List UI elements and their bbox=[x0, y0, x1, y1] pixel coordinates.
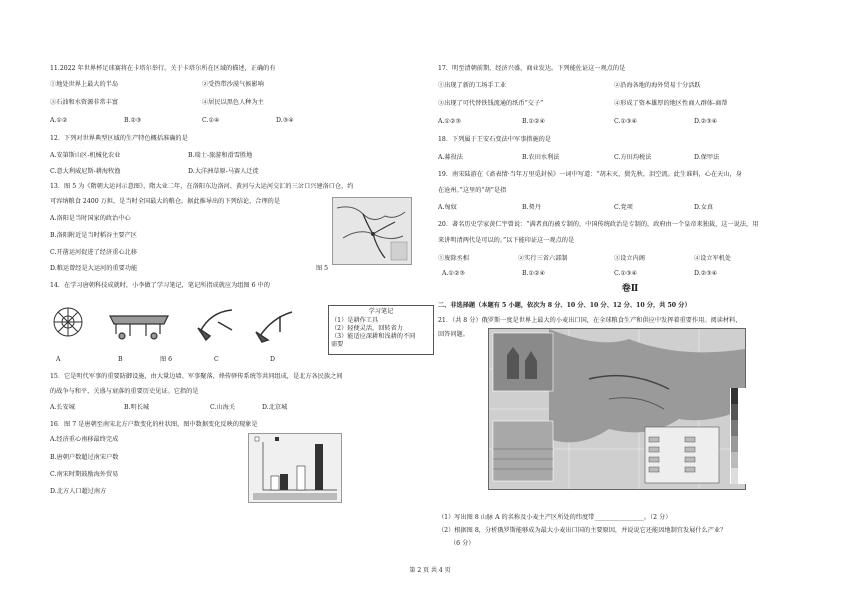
q13-option-d[interactable]: D.粮运曾经是大运河的重要功能 bbox=[50, 265, 138, 272]
q12-stem: 12．下列对世界典型区域的生产特色概括准确的是 bbox=[50, 135, 188, 142]
figure-8-russia-map bbox=[488, 328, 746, 490]
q11-option-d[interactable]: D.③④ bbox=[276, 117, 294, 124]
study-notes-item-2: （2）轻便灵活，回转省力 bbox=[331, 325, 403, 332]
page-footer: 第 2 页 共 4 页 bbox=[409, 567, 451, 574]
q14-option-d[interactable]: D bbox=[270, 356, 275, 363]
q17-statement-4: ④形成了资本雄厚的地区性商人群体-商帮 bbox=[614, 100, 728, 107]
q13-line-1: 13．图 5 为《隋朝大运河示意图》，隋大业二年，在洛阳东边洛河、黄河与大运河交汇的三岔口兴建洛口仓，约 bbox=[50, 183, 354, 190]
q14-stem: 14．在学习唐朝科技成就时，小李做了学习笔记，笔记所指成就应为组图 6 中的 bbox=[50, 282, 270, 289]
q16-option-b[interactable]: B.唐朝户数超过南宋户数 bbox=[50, 454, 119, 461]
q20-line-2: 来讲明清两代是可以的。”以下能印证这一观点的是 bbox=[438, 237, 575, 244]
q12-option-d[interactable]: D.大洋洲草原-马赛人迁徙 bbox=[188, 168, 259, 175]
q18-option-c[interactable]: C.方田均税法 bbox=[614, 154, 652, 161]
q11-statement-3: ③石油和水资源非常丰富 bbox=[50, 99, 119, 106]
q21-line-2: 回答问题。 bbox=[438, 331, 469, 338]
q20-statement-2: ②实行三省六部制 bbox=[518, 255, 568, 262]
q19-option-a[interactable]: A.匈奴 bbox=[438, 204, 457, 211]
q12-option-c[interactable]: C.意大利威尼斯-耕海牧渔 bbox=[50, 168, 121, 175]
q19-line-2: 在沧州。”这里的“胡”是指 bbox=[438, 187, 507, 194]
q18-option-a[interactable]: A.募役法 bbox=[438, 154, 463, 161]
q13-option-a[interactable]: A.洛阳是当时国家的政治中心 bbox=[50, 215, 131, 222]
q17-statement-3: ③出现了可代替铁钱流通的纸币“交子” bbox=[438, 100, 544, 107]
q11-statement-1: ①地处世界上最大的半岛 bbox=[50, 81, 119, 88]
q21-sub-2-score: （6 分） bbox=[450, 540, 475, 547]
q12-option-b[interactable]: B.瑞士-旅游和滑雪胜地 bbox=[188, 152, 253, 159]
q11-stem: 11.2022 年世界杯足球赛将在卡塔尔举行。关于卡塔尔所在区域的描述，正确的有 bbox=[50, 65, 276, 72]
q13-line-2: 可容纳粮食 2400 万担，是当时全国最大的粮仓。据此推导出的下列结论，合理的是 bbox=[50, 198, 281, 205]
part-2-heading: 二、非选择题（本题有 5 小题，依次为 8 分、10 分、10 分、12 分、10 分，共 50 分） bbox=[438, 302, 691, 309]
q14-option-b[interactable]: B bbox=[118, 356, 123, 363]
q15-option-b[interactable]: B.明长城 bbox=[124, 404, 150, 411]
q20-option-a[interactable]: A.①②③ bbox=[442, 270, 466, 277]
q20-statement-3: ③设立内阁 bbox=[614, 255, 645, 262]
q19-line-1: 19．南宋陆游在《斋表情·当年万里觅封侯》一词中写道：“胡未灭，鬓先秋，泪空流。此生谁料，心在天山，身 bbox=[438, 171, 742, 178]
q17-option-a[interactable]: A.①②③ bbox=[438, 118, 462, 125]
q19-option-b[interactable]: B.契丹 bbox=[522, 204, 541, 211]
figure-6-tools bbox=[50, 302, 295, 344]
q12-option-a[interactable]: A.安第斯山区-机械化农业 bbox=[50, 152, 121, 159]
q16-option-c[interactable]: C.南宋时期鼓励海外贸易 bbox=[50, 471, 119, 478]
q17-option-c[interactable]: C.①③④ bbox=[614, 118, 638, 125]
q15-option-a[interactable]: A.长安城 bbox=[50, 404, 75, 411]
q19-option-d[interactable]: D.女真 bbox=[694, 204, 714, 211]
q20-option-b[interactable]: B.①②④ bbox=[522, 270, 546, 277]
q11-statement-2: ②受热带沙漠气候影响 bbox=[202, 81, 264, 88]
volume-ii-heading: 卷Ⅱ bbox=[621, 284, 639, 294]
q21-sub-1: （1）写出图 8 山脉 A 的名称及小麦主产区所处的纬度带________________。（2 分） bbox=[438, 514, 672, 521]
q20-option-d[interactable]: D.②③④ bbox=[694, 270, 718, 277]
q11-option-a[interactable]: A.①② bbox=[50, 117, 68, 124]
q13-option-b[interactable]: B.洛阳附近是当时稻谷主要产区 bbox=[50, 232, 137, 239]
q17-option-b[interactable]: B.①②④ bbox=[522, 118, 546, 125]
q18-option-b[interactable]: B.农田水利法 bbox=[522, 154, 560, 161]
q20-statement-1: ①废除丞相 bbox=[438, 255, 469, 262]
study-notes-title: 学习笔记 bbox=[368, 308, 394, 315]
study-notes-item-1: （1）是耕作工具 bbox=[331, 317, 379, 324]
figure-7-household-chart bbox=[248, 433, 342, 503]
q11-statement-4: ④居民以黑色人种为主 bbox=[202, 99, 264, 106]
q19-option-c[interactable]: C.党项 bbox=[614, 204, 633, 211]
q15-line-2: 的战争与和平、关盛与衰落的重要历史见证。它指的是 bbox=[50, 388, 199, 395]
q16-option-a[interactable]: A.经济重心南移最终完成 bbox=[50, 436, 119, 443]
q20-option-c[interactable]: C.①③④ bbox=[614, 270, 638, 277]
q17-option-d[interactable]: D.②③④ bbox=[694, 118, 718, 125]
q14-option-a[interactable]: A bbox=[56, 356, 61, 363]
q17-statement-1: ①出现了新的工场手工业 bbox=[438, 82, 507, 89]
q20-statement-4: ④设立军机处 bbox=[694, 255, 732, 262]
q16-option-d[interactable]: D.北方人口超过南方 bbox=[50, 488, 107, 495]
q15-option-d[interactable]: D.北京城 bbox=[262, 404, 288, 411]
q17-stem: 17．明至清朝前期，经济兴盛，商业发达。下列能佐证这一观点的是 bbox=[438, 65, 626, 72]
q13-option-c[interactable]: C.开凿运河促进了经济重心北移 bbox=[50, 249, 137, 256]
grand-canal-map-figure bbox=[332, 197, 412, 265]
q20-line-1: 20．著名历史学家黄仁宇曾说：“满者真的被专制的，中国传统政治是专制的，政府由一个皇帝来独裁，这一说法，用 bbox=[438, 221, 759, 228]
q11-option-c[interactable]: C.①④ bbox=[202, 117, 220, 124]
q21-sub-2: （2）根据图 8，分析俄罗斯能够成为最大小麦出口国的主要原因，并说说它还能因地制宜发展什么产业？ bbox=[438, 527, 727, 534]
q11-option-b[interactable]: B.②③ bbox=[124, 117, 142, 124]
figure-8-elevation-scale bbox=[730, 388, 752, 484]
q16-stem: 16．图 7 是唐朝至南宋北方户数变化的柱状图，图中数据变化反映的现象是 bbox=[50, 421, 258, 428]
q15-line-1: 15．它是明代军事的重要防御设施，由大量边墙、军事聚落、烽传驿传系统等共同组成，是北方各民族之间 bbox=[50, 373, 343, 380]
study-notes-item-3: （3）能适应深耕和浅耕的不同 bbox=[331, 333, 416, 340]
q18-stem: 18．下列属于王安石变法中军事措施的是 bbox=[438, 136, 552, 143]
q21-line-1: 21．（共 8 分）俄罗斯一度是世界上最大的小麦出口国，在全球粮食生产和供应中发挥着重要作用。阅读材料， bbox=[438, 317, 742, 324]
study-notes-box bbox=[328, 305, 434, 355]
q15-option-c[interactable]: C.山海关 bbox=[210, 404, 236, 411]
study-notes-item-3-cont: 需要 bbox=[331, 341, 344, 348]
figure-5-caption: 图 5 bbox=[316, 265, 329, 272]
figure-6-caption: 图 6 bbox=[160, 356, 173, 363]
q17-statement-2: ②沿海各地的海外贸易十分活跃 bbox=[614, 82, 701, 89]
q14-option-c[interactable]: C bbox=[214, 356, 219, 363]
q18-option-d[interactable]: D.保甲法 bbox=[694, 154, 720, 161]
